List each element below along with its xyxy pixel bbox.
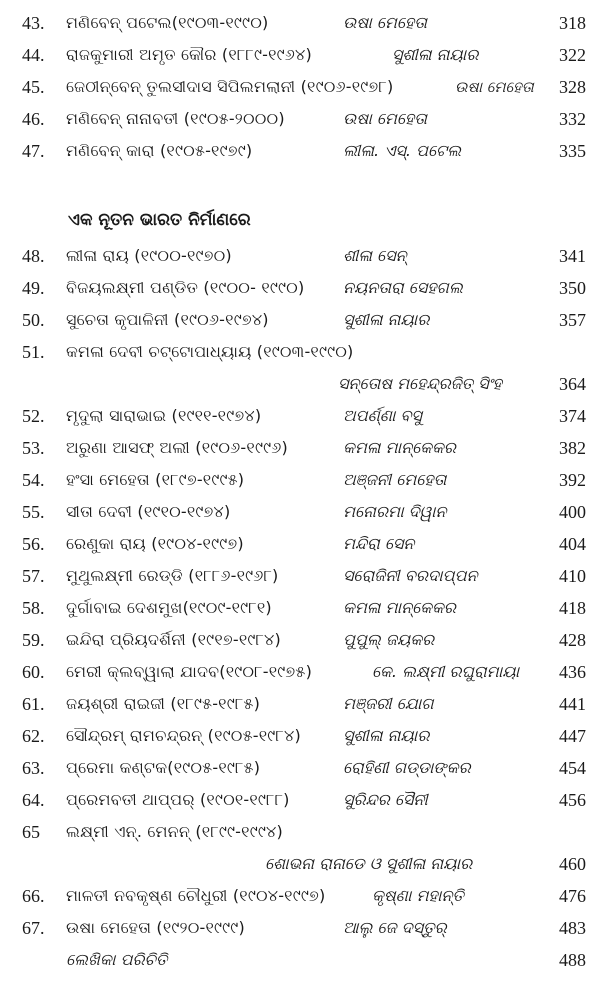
entry-title: ମୃଦୁଲା ସାରାଭାଇ (୧୯୧୧-୧୯୭୪) — [66, 406, 262, 425]
entry-page: 441 — [559, 694, 586, 714]
entry-page: 341 — [559, 246, 586, 266]
entry-title: ରେଣୁକା ରାୟ (୧୯୦୪-୧୯୯୭) — [66, 534, 244, 553]
entry-title: ଜେଠୀନ୍‌ବେନ୍ ତୁଲସୀଦାସ ସିପିଲମଲାନୀ (୧୯୦୬-୧୯୭୮) — [66, 77, 394, 96]
toc-entry — [0, 305, 600, 335]
entry-title: ଲକ୍ଷ୍ମୀ ଏନ୍. ମେନନ୍ (୧୮୯୯-୧୯୯୪) — [66, 822, 283, 841]
toc-entry — [0, 241, 600, 271]
entry-number: 57. — [22, 566, 45, 586]
entry-page: 483 — [559, 918, 586, 938]
toc-entry-continued — [0, 369, 600, 399]
entry-author: ଉଷା ମେହେତା — [343, 13, 427, 32]
toc-entry — [0, 913, 600, 943]
entry-page: 454 — [559, 758, 586, 778]
entry-page: 436 — [559, 662, 586, 682]
entry-title: ପ୍ରେମବତୀ ଥାପ୍ପର୍ (୧୯୦୧-୧୯୮୮) — [66, 790, 290, 809]
toc-entry — [0, 273, 600, 303]
entry-page: 318 — [559, 13, 586, 33]
toc-entry — [0, 433, 600, 463]
entry-page: 400 — [559, 502, 586, 522]
entry-title: ପ୍ରେମା କଣ୍ଟକ(୧୯୦୫-୧୯୮୫) — [66, 758, 261, 777]
toc-entry — [0, 136, 600, 166]
entry-number: 49. — [22, 278, 45, 298]
entry-number: 47. — [22, 141, 45, 161]
entry-number: 52. — [22, 406, 45, 426]
entry-number: 53. — [22, 438, 45, 458]
toc-entry — [0, 593, 600, 623]
entry-author: ଲେଖିକା ପରିଚିତି — [66, 950, 168, 969]
entry-number: 67. — [22, 918, 45, 938]
entry-author: ସୁଶୀଳା ନାୟାର — [343, 726, 430, 745]
entry-number: 44. — [22, 45, 45, 65]
entry-author: ଅପର୍ଣ୍ଣା ବସୁ — [343, 406, 422, 425]
entry-author: ସନ୍ତୋଷ ମହେନ୍ଦ୍ରଜିତ୍ ସିଂହ — [338, 374, 503, 393]
entry-number: 50. — [22, 310, 45, 330]
entry-number: 66. — [22, 886, 45, 906]
entry-author: ଶୀଳା ସେନ୍ — [343, 246, 407, 265]
entry-number: 60. — [22, 662, 45, 682]
entry-title: ସୀତା ଦେବୀ (୧୯୧୦-୧୯୭୪) — [66, 502, 231, 521]
toc-entry — [0, 401, 600, 431]
entry-title: ବିଜୟଲକ୍ଷ୍ମୀ ପଣ୍ଡିତ (୧୯୦୦- ୧୯୯୦) — [66, 278, 305, 297]
entry-title: ମାଳତୀ ନବକୃଷ୍ଣ ଚୌଧୁରୀ (୧୯୦୪-୧୯୯୭) — [66, 886, 326, 905]
entry-title: ହଂସା ମେହେତା (୧୮୯୭-୧୯୯୫) — [66, 470, 245, 489]
entry-number: 61. — [22, 694, 45, 714]
entry-author: ଅଞ୍ଜନୀ ମେହେତା — [343, 470, 447, 489]
entry-page: 456 — [559, 790, 586, 810]
entry-title: କମଳା ଦେବୀ ଚଟ୍ଟୋପାଧ୍ୟାୟ (୧୯୦୩-୧୯୯୦) — [66, 342, 354, 361]
entry-title: ଦୁର୍ଗାବାଇ ଦେଶମୁଖ(୧୯୦୯-୧୯୮୧) — [66, 598, 272, 617]
entry-title: ମଣିବେନ୍ କାରା (୧୯୦୫-୧୯୭୯) — [66, 141, 253, 160]
entry-page: 460 — [559, 854, 586, 874]
entry-page: 332 — [559, 109, 586, 129]
entry-author: କମଳା ମାନ୍‌କେକର — [343, 438, 456, 457]
entry-title: ଜୟଶ୍ରୀ ରାଇଜୀ (୧୮୯୫-୧୯୮୫) — [66, 694, 261, 713]
entry-author: ଆଲୁ ଜେ ଦସ୍ତୁର୍ — [343, 918, 447, 937]
entry-page: 447 — [559, 726, 586, 746]
toc-entry — [0, 465, 600, 495]
toc-entry-author-profile — [0, 945, 600, 975]
entry-author: କୃଷ୍ଣା ମହାନ୍ତି — [372, 886, 464, 905]
toc-entry — [0, 497, 600, 527]
entry-number: 63. — [22, 758, 45, 778]
entry-page: 374 — [559, 406, 586, 426]
entry-author: କେ. ଲକ୍ଷ୍ମୀ ରଘୁରାମାୟା — [372, 662, 520, 681]
toc-entry — [0, 8, 600, 38]
entry-number: 58. — [22, 598, 45, 618]
entry-page: 357 — [559, 310, 586, 330]
entry-title: ମୁଥୁଲକ୍ଷ୍ମୀ ରେଡ୍ଡି (୧୮୮୬-୧୯୬୮) — [66, 566, 279, 585]
toc-entry — [0, 561, 600, 591]
toc-entry — [0, 721, 600, 751]
entry-author: ସୁରିନ୍ଦର ସୈନୀ — [343, 790, 428, 809]
entry-title: ଉଷା ମେହେତା (୧୯୨୦-୧୯୯୯) — [66, 918, 245, 937]
toc-entry — [0, 785, 600, 815]
toc-entry — [0, 817, 600, 847]
toc-entry — [0, 104, 600, 134]
entry-author: ମଞ୍ଜରୀ ଯୋଗ — [343, 694, 434, 713]
entry-number: 48. — [22, 246, 45, 266]
entry-page: 404 — [559, 534, 586, 554]
toc-entry-continued — [0, 849, 600, 879]
toc-entry — [0, 625, 600, 655]
toc-entry — [0, 753, 600, 783]
entry-author: ଶୋଭନା ରାନାଡେ ଓ ସୁଶୀଳା ନାୟାର — [265, 854, 473, 873]
entry-title: ମଣିବେନ୍ ପଟେଲ(୧୯୦୩-୧୯୯୦) — [66, 13, 269, 32]
entry-page: 410 — [559, 566, 586, 586]
entry-title: ମେରୀ କ୍ଲବ୍‌ୱାଲା ଯାଦବ(୧୯୦୮-୧୯୭୫) — [66, 662, 313, 681]
entry-page: 392 — [559, 470, 586, 490]
entry-page: 335 — [559, 141, 586, 161]
entry-page: 488 — [559, 950, 586, 970]
toc-entry — [0, 689, 600, 719]
entry-title: ସୌନ୍ଦ୍ରମ୍ ରାମଚନ୍ଦ୍ରନ୍ (୧୯୦୫-୧୯୮୪) — [66, 726, 301, 745]
entry-number: 45. — [22, 77, 45, 97]
entry-number: 65 — [22, 822, 40, 842]
entry-author: ଉଷା ମେହେତା — [343, 109, 427, 128]
entry-page: 428 — [559, 630, 586, 650]
entry-title: ଅରୁଣା ଆସଫ୍ ଅଲୀ (୧୯୦୬-୧୯୯୬) — [66, 438, 288, 457]
entry-author: ନୟନତାରା ସେହଗଲ — [343, 278, 463, 297]
entry-page: 418 — [559, 598, 586, 618]
section-heading: ଏକ ନୂତନ ଭାରତ ନିର୍ମାଣରେ — [68, 210, 251, 230]
entry-page: 476 — [559, 886, 586, 906]
entry-number: 46. — [22, 109, 45, 129]
entry-author: କମଳା ମାନ୍‌କେକର — [343, 598, 456, 617]
entry-author: ମନ୍ଦିରା ସେନ — [343, 534, 415, 553]
entry-title: ଇନ୍ଦିରା ପ୍ରିୟଦର୍ଶିନୀ (୧୯୧୭-୧୯୮୪) — [66, 630, 281, 649]
entry-page: 350 — [559, 278, 586, 298]
entry-title: ରାଜକୁମାରୀ ଅମୃତ କୌର (୧୮୮୯-୧୯୬୪) — [66, 45, 312, 64]
toc-entry — [0, 529, 600, 559]
entry-number: 55. — [22, 502, 45, 522]
entry-number: 59. — [22, 630, 45, 650]
entry-title: ମଣିବେନ୍ ନାନାବତୀ (୧୯୦୫-୨୦୦୦) — [66, 109, 285, 128]
toc-entry — [0, 881, 600, 911]
entry-author: ମନୋରମା ଦିୱାନ — [343, 502, 447, 521]
entry-number: 54. — [22, 470, 45, 490]
entry-page: 328 — [559, 77, 586, 97]
entry-author: ରୋହିଣୀ ଗଡ୍ଡାଙ୍କର — [343, 758, 471, 777]
toc-entry — [0, 40, 600, 70]
entry-title: ସୁଚେତା କୃପାଳିନୀ (୧୯୦୬-୧୯୭୪) — [66, 310, 269, 329]
entry-number: 43. — [22, 13, 45, 33]
entry-number: 64. — [22, 790, 45, 810]
entry-number: 62. — [22, 726, 45, 746]
entry-author: ସରୋଜିନୀ ବରଦାପ୍ପନ — [343, 566, 478, 585]
entry-number: 51. — [22, 342, 45, 362]
entry-page: 322 — [559, 45, 586, 65]
toc-entry — [0, 337, 600, 367]
entry-author: ସୁଶୀଳା ନାୟାର — [392, 45, 479, 64]
entry-page: 382 — [559, 438, 586, 458]
entry-number: 56. — [22, 534, 45, 554]
toc-entry — [0, 72, 600, 102]
entry-page: 364 — [559, 374, 586, 394]
entry-author: ଲୀଳା. ଏସ୍. ପଟେଲ — [343, 141, 462, 160]
entry-title: ଲୀଳା ରାୟ (୧୯୦୦-୧୯୭୦) — [66, 246, 232, 265]
entry-author: ଉଷା ମେହେତା — [455, 78, 534, 96]
entry-author: ପୁପୁଲ୍ ଜୟକର — [343, 630, 435, 649]
toc-entry — [0, 657, 600, 687]
entry-author: ସୁଶୀଳା ନାୟାର — [343, 310, 430, 329]
